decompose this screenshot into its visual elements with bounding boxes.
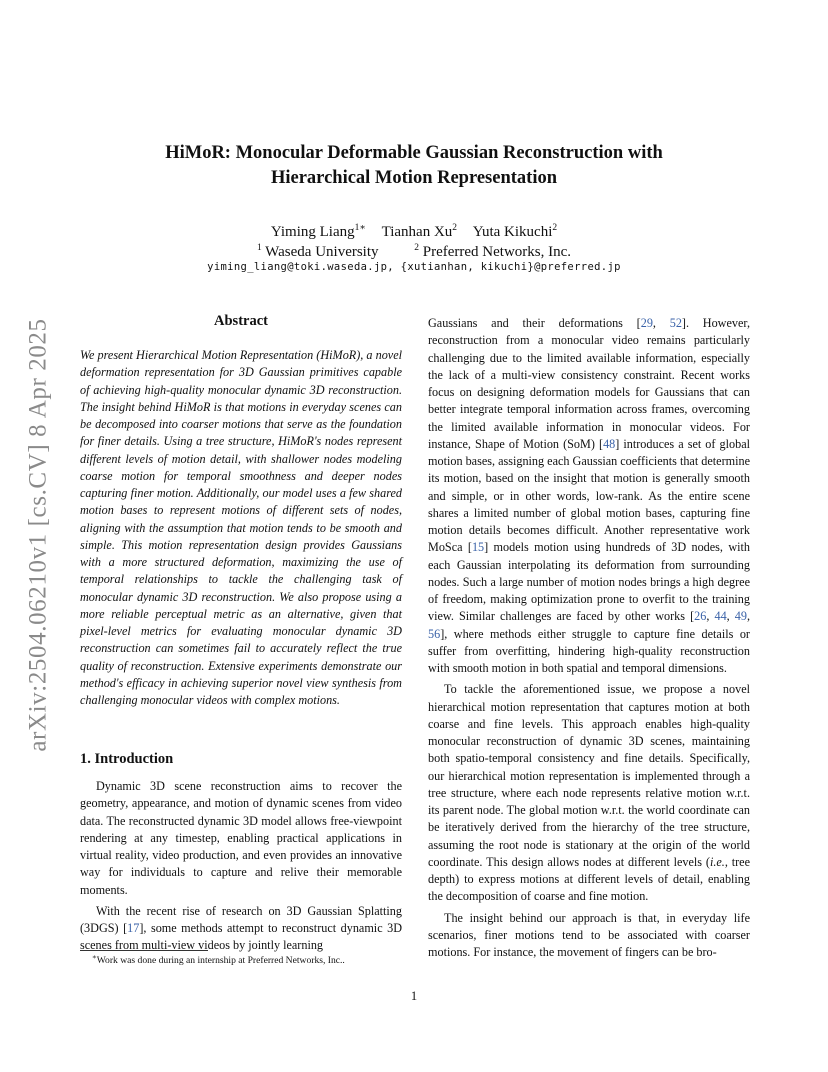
title-line-1: HiMoR: Monocular Deformable Gaussian Reconstruction with — [165, 143, 663, 163]
author: Yuta Kikuchi$^2$ — [472, 223, 558, 240]
introduction-right-column — [428, 315, 750, 965]
introduction-left-column — [80, 778, 402, 959]
citation-link[interactable]: 48 — [603, 436, 616, 451]
citation-link[interactable]: 56 — [428, 626, 441, 641]
affiliation: $^1$ Waseda University — [256, 243, 379, 260]
author-emails: yiming_liang@toki.waseda.jp, {xutianhan, kikuchi}@preferred.jp — [207, 261, 621, 273]
abstract-heading: Abstract — [214, 313, 268, 329]
title-line-2: Hierarchical Motion Representation — [270, 168, 558, 188]
affiliation: $^2$ Preferred Networks, Inc. — [414, 243, 572, 260]
footnote-divider — [80, 950, 208, 951]
citation-link[interactable]: 15 — [471, 540, 485, 555]
section-heading-introduction: 1. Introduction — [80, 751, 174, 767]
citation-link[interactable]: 49 — [734, 609, 747, 624]
page-number: 1 — [410, 989, 418, 1003]
abstract-text: We present Hierarchical Motion Representation (HiMoR), a novel deformation representation for 3D Gaussian primitives capable of achieving high-quality monocular dynamic 3D reconstruction. The insight behind HiMoR is that motions in everyday scenes can be decomposed into coarser motions that serve as the foundation for finer details. Using a tree structure, HiMoR's nodes represent different levels of motion detail, with shallower nodes modeling coarse motion for temporal smoothness and deeper nodes capturing finer motion. Additionally, our model uses a few shared motion bases to represent motions of different sets of nodes, aligning with the assumption that motion tends to be smooth and simple. This motion representation design provides Gaussians with a more structured deformation, maximizing the use of temporal relationships to tackle the challenging task of monocular dynamic 3D reconstruction. We also propose using a more reliable perceptual metric as an alternative, given that pixel-level metrics for evaluating monocular dynamic 3D reconstruction can sometimes fail to accurately reflect the true quality of reconstruction. Extensive experiments demonstrate our method's efficacy in achieving superior novel view synthesis from challenging monocular videos with complex motions. — [80, 348, 402, 707]
paper-title — [100, 141, 728, 191]
citation-link[interactable]: 29 — [640, 316, 653, 330]
paragraph: To tackle the aforementioned issue, we propose a novel hierarchical motion representation that captures motion at both coarse and fine levels. This approach enables high-quality monocular reconstruction of dynamic 3D scenes, maintaining both spatio-temporal consistency and fine details. Specifically, our hierarchical motion representation is implemented through a tree structure, where each node represents relative motion w.r.t. its parent node. The global motion w.r.t. the world coordinate can be iteratively derived from the hierarchy of the tree structure, assuming the root node is stationary at the origin of the world coordinate. This design allows nodes at different levels (i.e., tree depth) to express motions at different levels of detail, enabling the decomposition of coarse and fine motion. — [428, 682, 751, 904]
author: Yiming Liang$^{1∗}$ — [270, 223, 366, 240]
paragraph: With the recent rise of research on 3D Gaussian Splatting (3DGS) [17], some methods attempt to reconstruct dynamic 3D scenes from multi-view videos by jointly learning — [80, 903, 402, 953]
citation-link[interactable]: 26 — [694, 609, 707, 624]
paragraph: The insight behind our approach is that, in everyday life scenarios, finer motions tend to be associated with coarser motions. For instance, the movement of fingers can be bro- — [428, 910, 750, 959]
paragraph: Dynamic 3D scene reconstruction aims to recover the geometry, appearance, and motion of dynamic scenes from video data. The reconstructed dynamic 3D model allows free-viewpoint rendering at any timestep, enabling practical applications in virtual reality, video production, and even provides an innovative way for individuals to capture and relive their memorable moments. — [80, 779, 402, 897]
citation-link[interactable]: 44 — [714, 609, 727, 624]
author: Tianhan Xu$^2$ — [381, 223, 458, 240]
footnote: ∗Work was done during an internship at Preferred Networks, Inc.. — [92, 953, 345, 967]
paragraph: Gaussians and their deformations [29, 52]. However, reconstruction from a monocular video remains particularly challenging due to the limited available information, especially the lack of a multi-view consistency constraint. Recent works focus on designing deformation models for Gaussians that can better integrate temporal information across frames, overcoming the limited available information in monocular videos. For instance, Shape of Motion (SoM) [48] introduces a set of global motion bases, assigning each Gaussian coefficients that determine its motion, based on the insight that motion is generally smooth and simple, or in other words, low-rank. As the entire scene shares a limited number of global motion bases, capturing fine motion details becomes difficult. Another representative work MoSca [15] models motion using hundreds of 3D nodes, with each Gaussian interpolating its deformation from surrounding nodes. Such a large number of motion nodes brings a high degree of freedom, making optimization prone to overfit to the training view. Similar challenges are faced by other works [26, 44, 49, 56], where methods either struggle to capture fine details or suffer from overfitting, hindering high-quality reconstruction with smooth motion in both spatial and temporal dimensions. — [428, 316, 751, 675]
arxiv-identifier — [14, 290, 64, 780]
citation-link[interactable]: 17 — [127, 921, 140, 935]
affiliation-list — [100, 238, 728, 262]
citation-link[interactable]: 52 — [669, 316, 682, 330]
arxiv-identifier-text: arXiv:2504.06210v1 [cs.CV] 8 Apr 2025 — [25, 318, 52, 752]
